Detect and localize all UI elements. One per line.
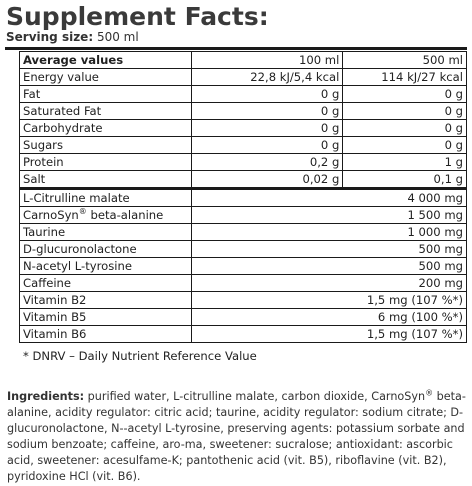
serving-size [6,30,139,44]
nutrition-row [20,86,467,103]
active-name [20,224,192,241]
header-row [20,52,467,69]
nutrient-value-100ml: 0,02 g [191,171,343,189]
active-ingredient-row [20,309,467,326]
active-value: 1 500 mg [191,207,466,224]
active-value: 6 mg (100 %*) [191,309,466,326]
nutrient-value-100ml: 0 g [191,86,343,103]
active-name-text: Vitamin B6 [23,327,87,341]
active-ingredient-row [20,241,467,258]
nutrient-value-500ml: 0 g [343,120,467,137]
ingredients-label: Ingredients: [7,390,85,403]
active-name [20,258,192,275]
active-ingredient-row [20,189,467,207]
nutrition-row [20,69,467,86]
panel-title: Supplement Facts: [6,2,269,31]
serving-divider [5,47,467,50]
ingredients-part-a: purified water, L-citrulline malate, carbon dioxide, CarnoSyn [84,390,426,403]
trademark-mark: ® [78,207,87,217]
active-name-text: L-Citrulline malate [23,191,130,205]
active-name-rest: beta-alanine [86,208,164,222]
header-label: Average values [20,52,192,69]
nutrition-row [20,154,467,171]
supplement-facts-table [19,51,467,343]
active-ingredient-row [20,292,467,309]
active-name [20,241,192,258]
active-name-text: Vitamin B5 [23,310,87,324]
ingredients-part-b: beta-alanine, acidity regulator: citric acid; taurine, acidity regulator: sodium citrate; D-glucuronolactone, N--acetyl L-tyrosine, preserving agents: potassium sorbate and sodium benzoate; caffeine, aro-ma, sweetener: sucralose; antioxidant: ascorbic acid, sweetener: acesulfame-K; pantothenic acid (vit. B5), riboflavine (vit. B2), pyridoxine HCl (vit. B6). [7,390,466,483]
active-name [20,207,192,224]
nutrient-name: Saturated Fat [20,103,192,120]
active-ingredient-row [20,326,467,343]
header-col-100ml: 100 ml [191,52,343,69]
active-ingredient-row [20,258,467,275]
active-ingredient-row [20,224,467,241]
nutrient-name: Fat [20,86,192,103]
active-name-text: CarnoSyn [23,208,79,222]
active-value: 1,5 mg (107 %*) [191,326,466,343]
active-value: 4 000 mg [191,189,466,207]
nutrition-row [20,103,467,120]
nutrient-value-100ml: 0 g [191,137,343,154]
ingredients-text [7,389,469,485]
active-ingredient-row [20,207,467,224]
nutrient-value-100ml: 22,8 kJ/5,4 kcal [191,69,343,86]
active-ingredient-row [20,275,467,292]
nutrient-value-100ml: 0 g [191,120,343,137]
serving-size-value: 500 ml [96,30,139,44]
active-value: 200 mg [191,275,466,292]
active-name-text: Taurine [23,225,66,239]
active-name-text: Vitamin B2 [23,293,87,307]
nutrient-value-100ml: 0 g [191,103,343,120]
header-col-500ml: 500 ml [343,52,467,69]
nutrient-value-500ml: 0 g [343,86,467,103]
nutrient-name: Sugars [20,137,192,154]
nutrient-value-500ml: 0 g [343,103,467,120]
active-name-text: Caffeine [23,276,72,290]
nutrient-value-100ml: 0,2 g [191,154,343,171]
active-name-text: D-glucuronolactone [23,242,137,256]
nutrient-name: Salt [20,171,192,189]
active-value: 1,5 mg (107 %*) [191,292,466,309]
nutrition-row [20,137,467,154]
nutrient-name: Energy value [20,69,192,86]
nutrition-row [20,171,467,189]
active-value: 1 000 mg [191,224,466,241]
active-name [20,292,192,309]
nutrient-name: Carbohydrate [20,120,192,137]
nutrient-value-500ml: 0 g [343,137,467,154]
nutrient-value-500ml: 1 g [343,154,467,171]
active-value: 500 mg [191,241,466,258]
nutrient-value-500ml: 114 kJ/27 kcal [343,69,467,86]
nutrient-name: Protein [20,154,192,171]
active-value: 500 mg [191,258,466,275]
active-name [20,309,192,326]
nutrition-row [20,120,467,137]
active-name [20,189,192,207]
footnote: * DNRV – Daily Nutrient Reference Value [23,349,257,363]
active-name [20,326,192,343]
ingredients-trademark: ® [425,388,434,398]
nutrient-value-500ml: 0,1 g [343,171,467,189]
active-name [20,275,192,292]
serving-size-label: Serving size: [6,30,94,44]
active-name-text: N-acetyl L-tyrosine [23,259,132,273]
